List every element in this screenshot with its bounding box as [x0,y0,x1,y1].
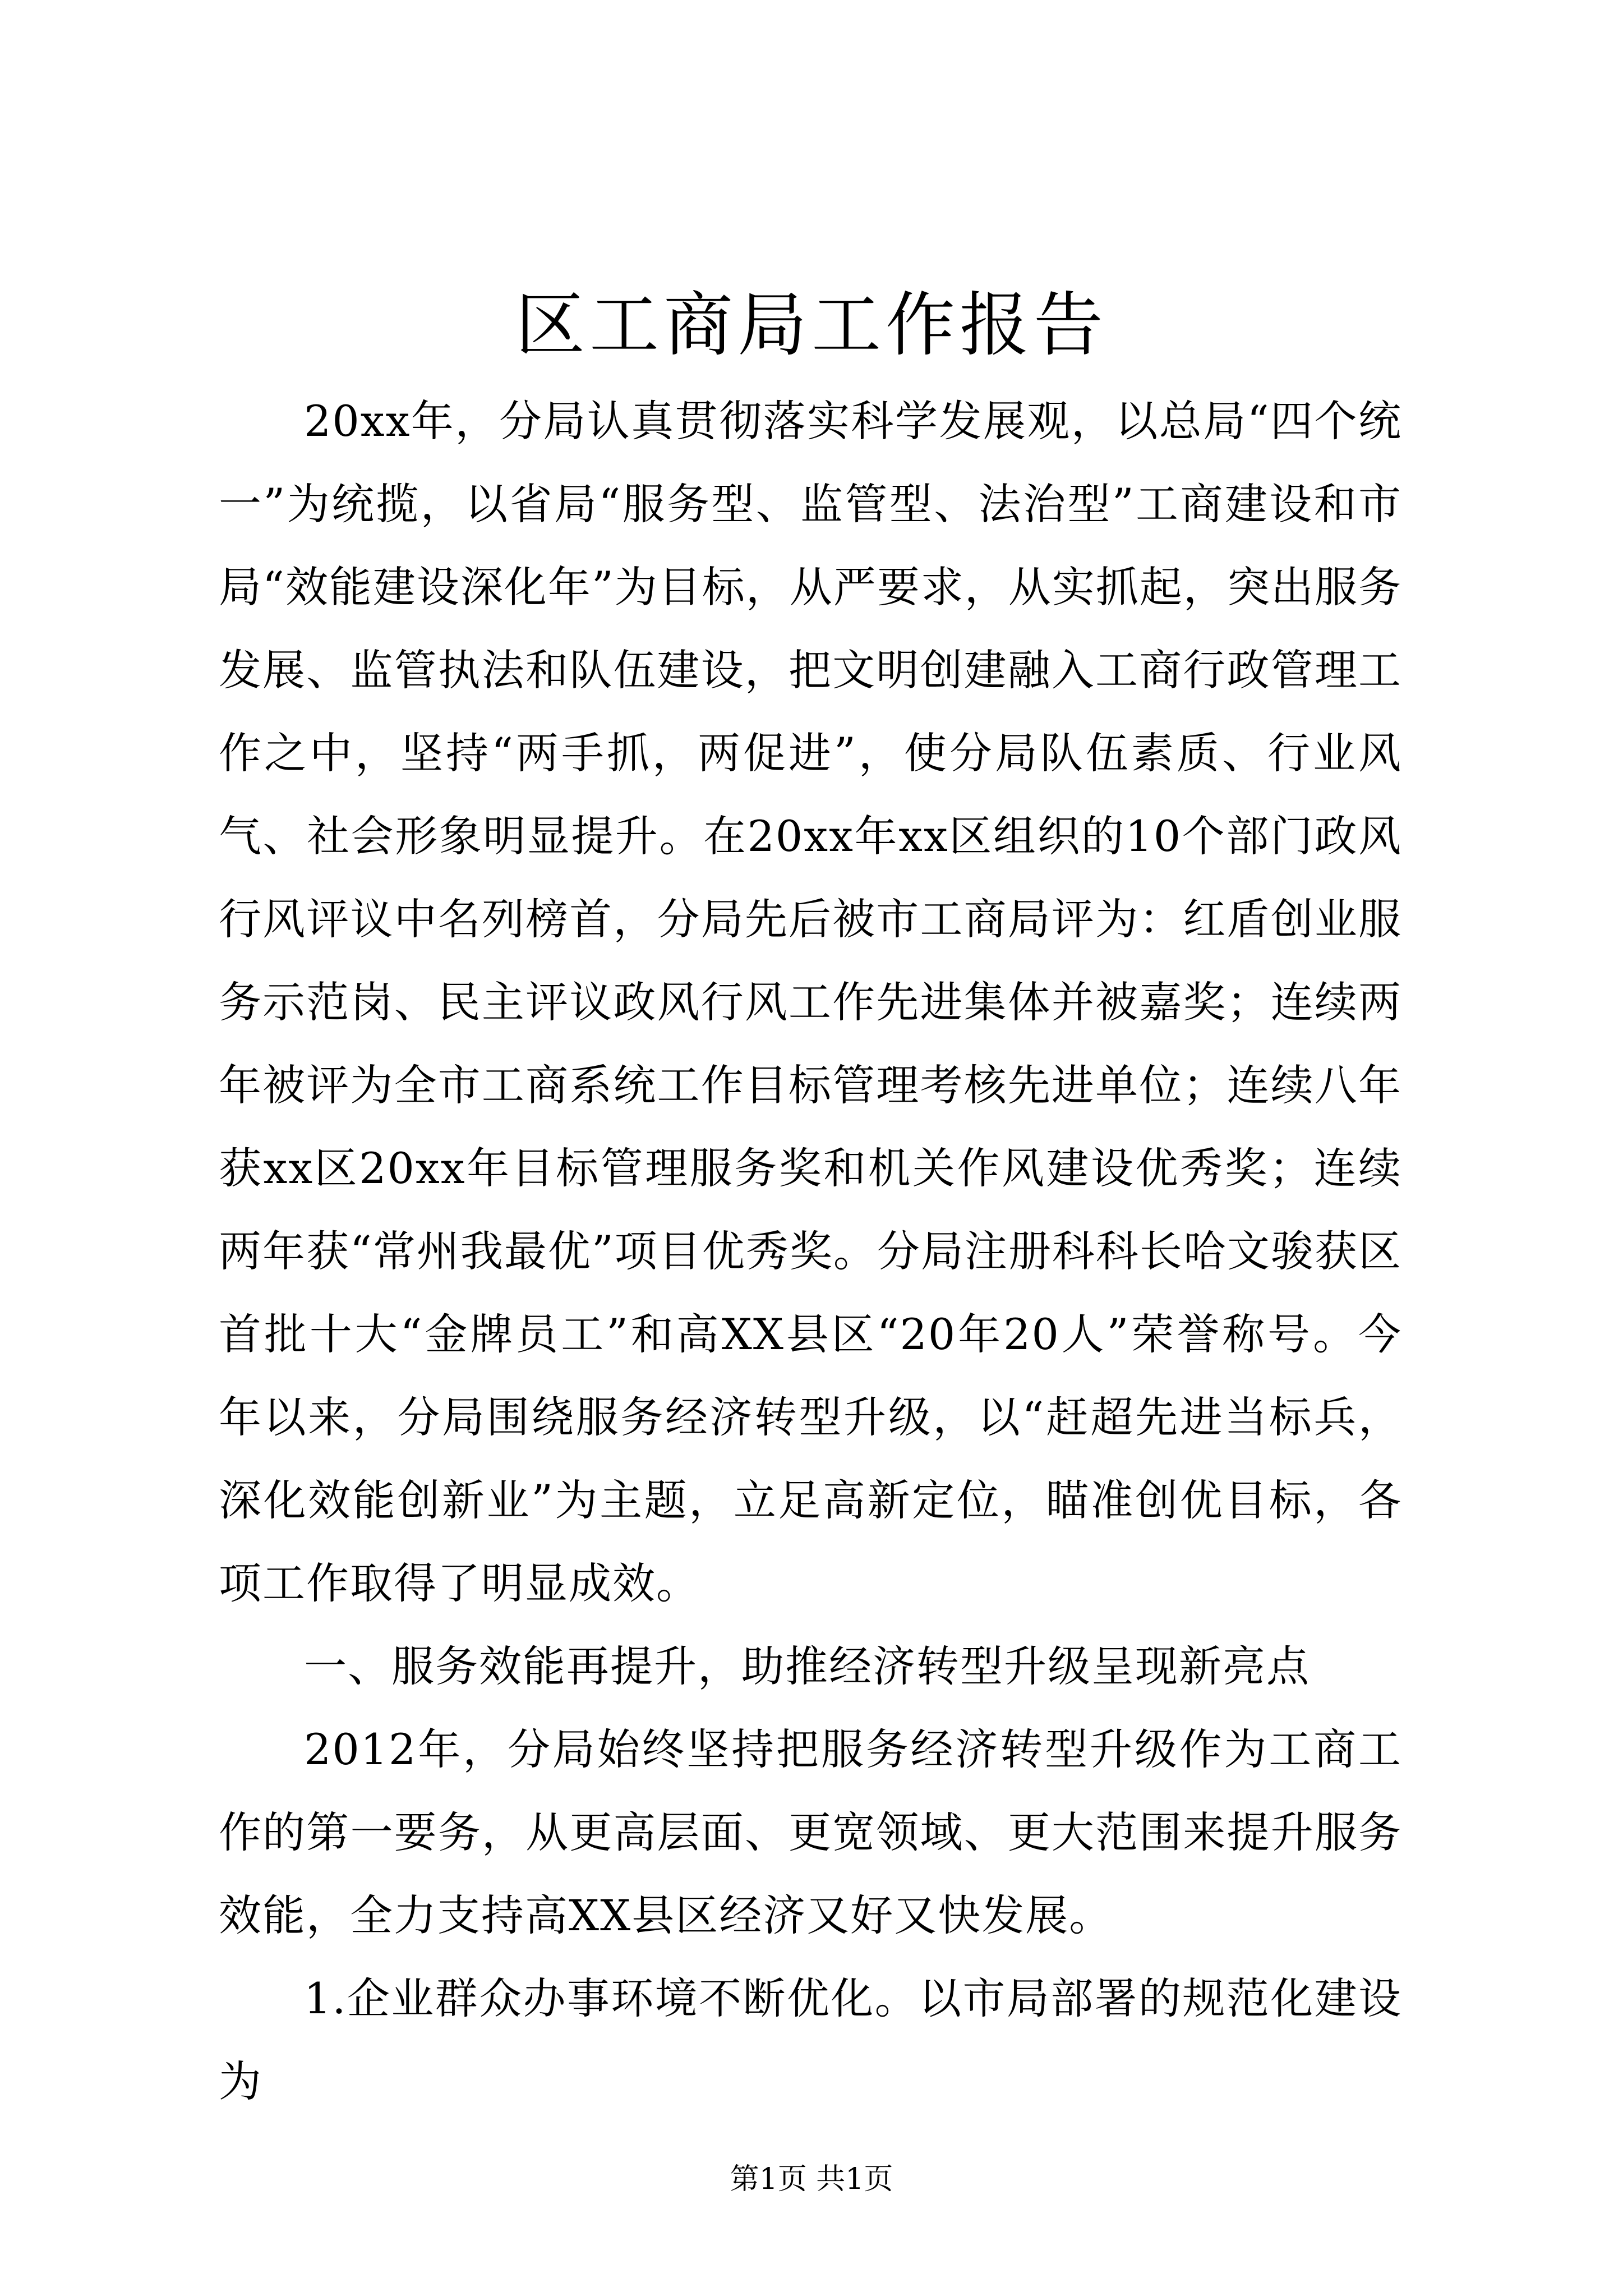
page-footer: 第1页 共1页 [730,2162,893,2196]
paragraph-item-1: 1.企业群众办事环境不断优化。以市局部署的规范化建设为 [219,1973,1402,2106]
paragraph-section-1: 2012年，分局始终坚持把服务经济转型升级作为工商工作的第一要务，从更高层面、更宽领域、更大范围来提升服务效能，全力支持高XX县区经济又好又快发展。 [219,1724,1402,1940]
document-title: 区工商局工作报告 [515,285,1108,366]
document-body [219,380,1402,2123]
section-heading-1: 一、服务效能再提升，助推经济转型升级呈现新亮点 [304,1641,1310,1691]
paragraph-intro: 20xx年，分局认真贯彻落实科学发展观，以总局“四个统一”为统揽，以省局“服务型、监管型、法治型”工商建设和市局“效能建设深化年”为目标，从严要求，从实抓起，突出服务发展、监管执法和队伍建设，把文明创建融入工商行政管理工作之中，坚持“两手抓，两促进”，使分局队伍素质、行业风气、社会形象明显提升。在20xx年xx区组织的10个部门政风行风评议中名列榜首，分局先后被市工商局评为：红盾创业服务示范岗、民主评议政风行风工作先进集体并被嘉奖；连续两年被评为全市工商系统工作目标管理考核先进单位；连续八年获xx区20xx年目标管理服务奖和机关作风建设优秀奖；连续两年获“常州我最优”项目优秀奖。分局注册科科长哈文骏获区首批十大“金牌员工”和高XX县区“20年20人”荣誉称号。今年以来，分局围绕服务经济转型升级，以“赶超先进当标兵，深化效能创新业”为主题，立足高新定位，瞄准创优目标，各项工作取得了明显成效。 [219,396,1402,1608]
